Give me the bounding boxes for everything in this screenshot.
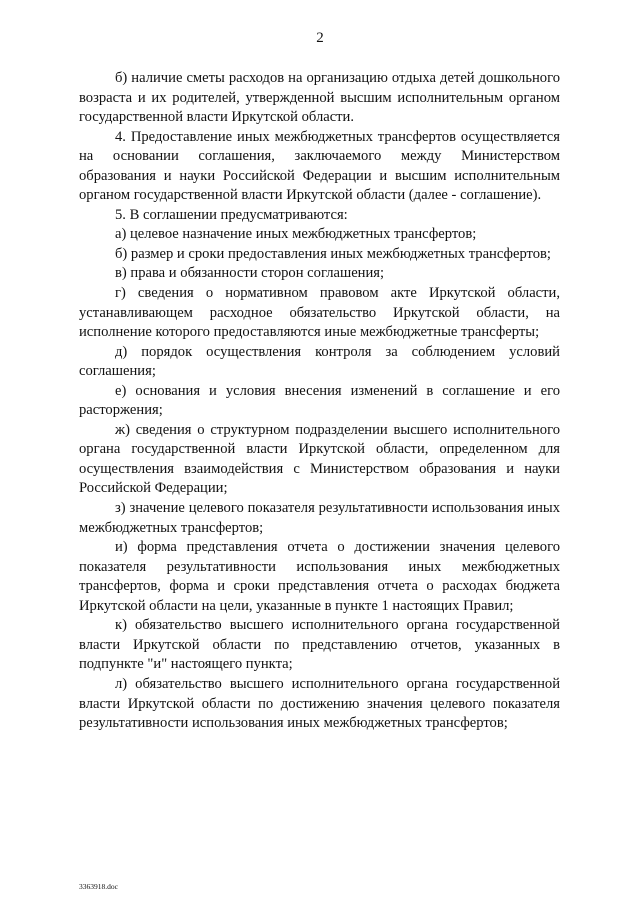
paragraph-5i: и) форма представления отчета о достижении значения целевого показателя результативности использования иных межбюджетных трансфертов, форма и сроки представления отчета о расходах бюджета Иркутской области на цели, указанные в пункте 1 настоящих Правил;	[79, 539, 560, 614]
paragraph-5zh: ж) сведения о структурном подразделении высшего исполнительного органа государственной власти Иркутской области, определенном для осуществления взаимодействия с Министерством образования и науки Российской Федерации;	[79, 421, 560, 497]
paragraph-5: 5. В соглашении предусматриваются:	[115, 206, 348, 223]
file-name-footer: 3363918.doc	[79, 882, 118, 891]
paragraph-5b: б) размер и сроки предоставления иных межбюджетных трансфертов;	[115, 245, 551, 262]
paragraph-5l: л) обязательство высшего исполнительного органа государственной власти Иркутской области по достижению значения целевого показателя результативности использования иных межбюджетных трансфертов;	[79, 675, 560, 732]
paragraph-5k: к) обязательство высшего исполнительного органа государственной власти Иркутской области по представлению отчетов, указанных в подпункте "и" настоящего пункта;	[79, 617, 560, 673]
paragraph-5d: д) порядок осуществления контроля за соблюдением условий соглашения;	[79, 343, 560, 380]
paragraph-5g: г) сведения о нормативном правовом акте Иркутской области, устанавливающем расходное обязательство Иркутской области, на исполнение которого предоставляются иные межбюджетные трансферты;	[79, 285, 560, 341]
paragraph-1b: б) наличие сметы расходов на организацию отдыха детей дошкольного возраста и их родителей, утвержденной высшим исполнительным органом государственной власти Иркутской области.	[79, 70, 560, 126]
paragraph-5a: а) целевое назначение иных межбюджетных трансфертов;	[115, 226, 477, 243]
document-body	[79, 69, 560, 734]
paragraph-5v: в) права и обязанности сторон соглашения;	[115, 265, 385, 282]
paragraph-5z: з) значение целевого показателя результативности использования иных межбюджетных трансфертов;	[79, 500, 560, 536]
page-number: 2	[316, 30, 324, 46]
paragraph-4: 4. Предоставление иных межбюджетных трансфертов осуществляется на основании соглашения, заключаемого между Министерством образования и науки Российской Федерации и высшим исполнительным органом государственной власти Иркутской области (далее - соглашение).	[79, 128, 560, 204]
paragraph-5e: е) основания и условия внесения изменений в соглашение и его расторжения;	[79, 382, 560, 419]
